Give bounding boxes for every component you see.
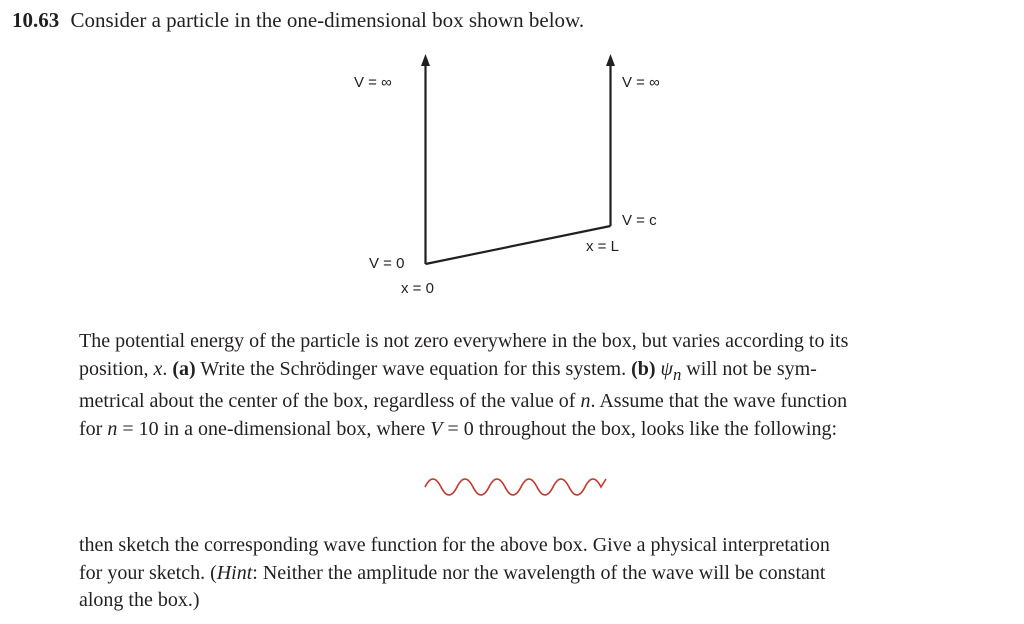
text-run: . Assume that the wave function: [590, 390, 848, 412]
text-run: position,: [79, 357, 154, 380]
text-run: Write the Schrödinger wave equation for this system.: [195, 357, 632, 380]
label-right-bottom: V = c: [622, 212, 657, 229]
text-run: for: [79, 417, 108, 440]
paragraph-1-line-3: [79, 388, 1014, 416]
left-wall-arrow-icon: [421, 54, 430, 66]
paragraph-1: [79, 328, 1014, 443]
problem-number: 10.63: [12, 8, 60, 32]
psi-subscript: n: [672, 364, 682, 384]
text-run: metrical about the center of the box, regardless of the value of: [79, 390, 581, 412]
variable-n: n: [107, 417, 118, 440]
variable-x: x: [153, 357, 163, 380]
text-run: = 0 throughout the box, looks like the following:: [442, 417, 838, 440]
psi-symbol: ψ: [660, 357, 673, 380]
text-run: .: [162, 357, 173, 380]
variable-v: V: [430, 417, 443, 440]
wave-function-sketch: [425, 479, 606, 495]
paragraph-1-line-4: [79, 416, 1014, 444]
paragraph-1-line-2: [79, 356, 1014, 389]
text-run: for your sketch. (: [79, 561, 217, 584]
label-left-bottom: V = 0: [369, 255, 405, 272]
text-run: will not be sym-: [681, 357, 817, 380]
right-wall-arrow-icon: [606, 54, 615, 66]
hint-label: Hint: [216, 561, 253, 584]
problem-statement: Consider a particle in the one-dimensional box shown below.: [70, 8, 585, 32]
label-x-right: x = L: [586, 238, 619, 255]
part-a-label: (a): [172, 357, 196, 380]
text-run: = 10 in a one-dimensional box, where: [117, 417, 431, 440]
label-x-left: x = 0: [401, 280, 434, 297]
text-run: : Neither the amplitude nor the wavelength of the wave will be constant: [252, 561, 826, 584]
sloped-potential-floor: [426, 226, 611, 264]
variable-n: n: [580, 390, 591, 412]
label-right-top: V = ∞: [622, 74, 660, 91]
label-left-top: V = ∞: [354, 74, 392, 91]
paragraph-2-line-2: [79, 560, 1014, 588]
paragraph-1-line-1: The potential energy of the particle is not zero everywhere in the box, but varies according to its: [79, 330, 849, 352]
paragraph-2: [79, 532, 1014, 615]
paragraph-2-line-1: then sketch the corresponding wave function for the above box. Give a physical interpretation: [79, 534, 830, 556]
part-b-label: (b): [631, 357, 656, 380]
paragraph-2-line-3: along the box.): [79, 589, 200, 611]
